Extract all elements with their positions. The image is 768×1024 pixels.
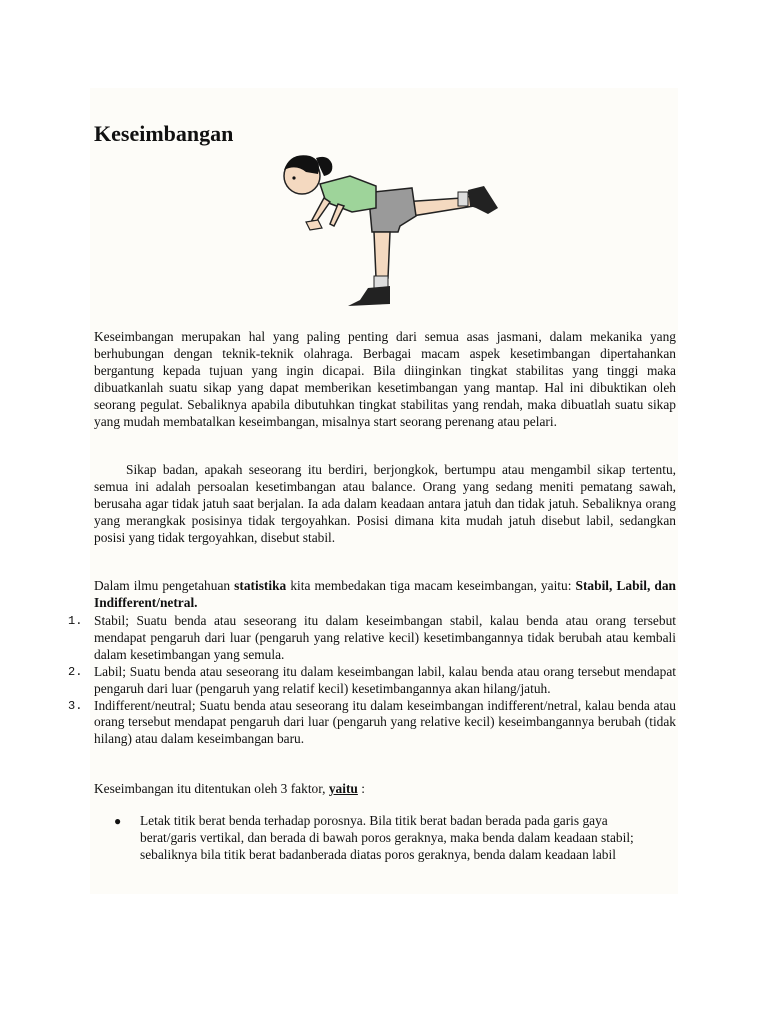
list-item-indifferent	[68, 697, 676, 749]
types-intro-middle: kita membedakan tiga macam keseimbangan, yaitu:	[286, 578, 576, 593]
list-item-text: Indifferent/neutral; Suatu benda atau seseorang itu dalam keseimbangan indifferent/netral, kalau benda atau orang tersebut mendapat pengaruh dari luar (pengaruh yang relative kecil) keseimbangannya berubah (tidak hilang) atau dalam keseimbangan baru.	[94, 697, 676, 747]
factors-intro-suffix: :	[357, 781, 365, 796]
types-names: Stabil, Labil, dan Indifferent/netral.	[94, 578, 676, 610]
balance-illustration	[272, 150, 504, 312]
list-number: 2.	[68, 664, 83, 679]
bullet-icon: ●	[114, 814, 122, 828]
statistika-word: statistika	[234, 578, 287, 593]
list-item-text: Stabil; Suatu benda atau seseorang itu dalam keseimbangan stabil, kalau benda atau orang tersebut mendapat pengaruh dari luar (pengaruh yang relative kecil) kesetimbangannya tidak berubah atau kembali dalam kesetimbangan yang semula.	[94, 613, 676, 662]
list-item-stabil	[68, 613, 676, 664]
paragraph-intro: Keseimbangan merupakan hal yang paling penting dari semua asas jasmani, dalam mekanika yang berhubungan dengan teknik-teknik olahraga. Berbagai macam aspek kesetimbangan dipertahankan bergantung kepada tujuan yang ingin dicapai. Bila diinginkan tingkat stabilitas yang tinggi maka dibuatkanlah suatu sikap yang dapat memberikan kesetimbangan yang mantap. Hal ini dibuktikan oleh seorang pegulat. Sebaliknya apabila dibutuhkan tingkat stabilitas yang rendah, maka dibuatlah suatu sikap yang mudah membatalkan keseimbangan, misalnya start seorang perenang atau pelari.	[94, 329, 676, 429]
factors-intro-text: Keseimbangan itu ditentukan oleh 3 faktor,	[94, 781, 329, 796]
yaitu-underlined: yaitu	[328, 781, 358, 796]
list-item-factor	[114, 813, 660, 864]
paragraph-posture: Sikap badan, apakah seseorang itu berdiri, berjongkok, bertumpu atau mengambil sikap tertentu, semua ini adalah persoalan kesetimbangan atau balance. Orang yang sedang meniti pematang sawah, berusaha agar tidak jatuh saat berjalan. Ia ada dalam keadaan antara jatuh dan tidak jatuh. Sebaliknya orang yang merangkak posisinya tidak tergoyahkan. Posisi dimana kita mudah jatuh disebut labil, sedangkan posisi yang tidak tergoyahkan, disebut stabil.	[94, 462, 676, 545]
balancing-person-icon	[272, 150, 504, 312]
list-item-text: Letak titik berat benda terhadap porosnya. Bila titik berat badan berada pada garis gaya berat/garis vertikal, dan berada di bawah poros geraknya, maka benda dalam keadaan stabil; sebaliknya bila titik berat badanberada diatas poros geraknya, benda dalam keadaan labil	[140, 813, 634, 862]
list-item-text: Labil; Suatu benda atau seseorang itu dalam keseimbangan labil, kalau benda atau orang tersebut mendapat pengaruh dari luar (pengaruh yang relatif kecil) kesetimbangannya akan hilang/jatuh.	[94, 663, 676, 696]
paragraph-factors-intro	[94, 781, 676, 798]
paragraph-types-intro	[94, 578, 676, 612]
list-number: 3.	[68, 698, 83, 713]
list-item-labil	[68, 663, 676, 698]
balance-types-list	[68, 613, 676, 748]
list-number: 1.	[68, 614, 83, 628]
factors-list	[114, 813, 660, 864]
types-intro-prefix: Dalam ilmu pengetahuan	[94, 578, 235, 593]
page-title: Keseimbangan	[94, 121, 234, 146]
